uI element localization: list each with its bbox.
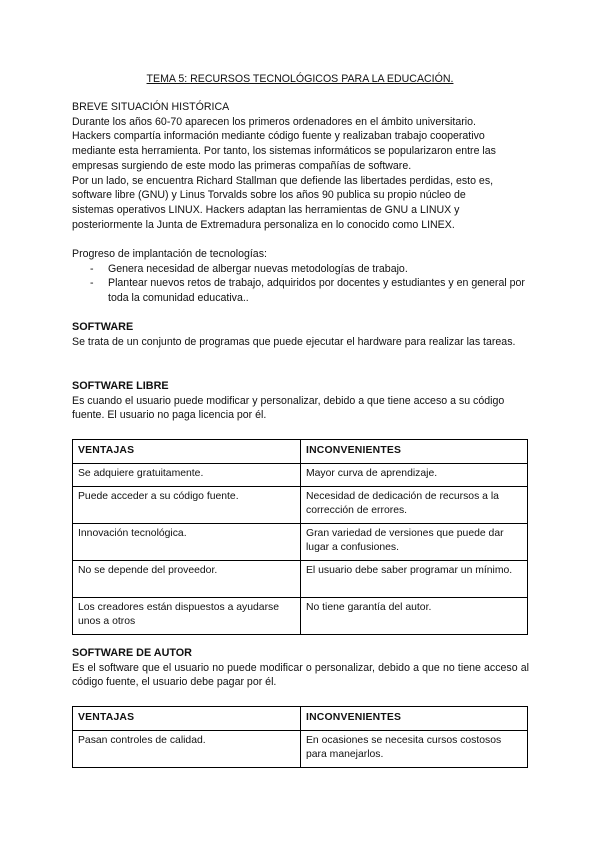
table-row: [73, 487, 528, 524]
list-item: - Genera necesidad de albergar nuevas metodologías de trabajo.: [72, 262, 529, 277]
table-cell: Gran variedad de versiones que puede dar lugar a confusiones.: [301, 524, 528, 561]
column-header-advantages: VENTAJAS: [73, 707, 301, 731]
table-cell: Pasan controles de calidad.: [73, 731, 301, 768]
text-line: Durante los años 60-70 aparecen los primeros ordenadores en el ámbito universitario.: [72, 115, 476, 128]
table-row: [73, 561, 528, 598]
progress-intro: Progreso de implantación de tecnologías:: [72, 248, 267, 260]
column-header-disadvantages: INCONVENIENTES: [301, 440, 528, 464]
document-title: TEMA 5: RECURSOS TECNOLÓGICOS PARA LA EDUCACIÓN.: [146, 73, 454, 85]
text-line: Hackers compartía información mediante código fuente y realizaban trabajo cooperativo: [72, 130, 485, 143]
table-header-row: [73, 707, 528, 731]
table-row: [73, 524, 528, 561]
column-header-disadvantages: INCONVENIENTES: [301, 707, 528, 731]
table-cell: Los creadores están dispuestos a ayudarse unos a otros: [73, 598, 301, 635]
free-software-table: [72, 439, 528, 635]
history-heading: BREVE SITUACIÓN HISTÓRICA: [72, 101, 230, 113]
text-line: Por un lado, se encuentra Richard Stallman que defiende las libertades perdidas, esto es,: [72, 174, 494, 187]
proprietary-software-text: Es el software que el usuario no puede modificar o personalizar, debido a que no tiene acceso al código fuente, el usuario debe pagar por él.: [72, 661, 529, 689]
free-software-text: Es cuando el usuario puede modificar y personalizar, debido a que tiene acceso a su código fuente. El usuario no paga licencia por él.: [72, 394, 505, 422]
text-line: mediante esta herramienta. Por tanto, los sistemas informáticos se popularizaron entre las: [72, 145, 496, 158]
table-cell: En ocasiones se necesita cursos costosos para manejarlos.: [301, 731, 528, 768]
software-heading: SOFTWARE: [72, 321, 134, 333]
table-cell: Innovación tecnológica.: [73, 524, 301, 561]
software-text: Se trata de un conjunto de programas que puede ejecutar el hardware para realizar las tareas.: [72, 335, 516, 348]
text-line: empresas surgiendo de este modo las primeras compañías de software.: [72, 159, 412, 172]
free-software-heading: SOFTWARE LIBRE: [72, 380, 169, 392]
table-cell: El usuario debe saber programar un mínimo.: [301, 561, 528, 598]
column-header-advantages: VENTAJAS: [73, 440, 301, 464]
table-cell: No se depende del proveedor.: [73, 561, 301, 598]
free-software-section: [72, 379, 529, 423]
text-line: posteriormente la Junta de Extremadura personaliza en lo conocido como LINEX.: [72, 218, 455, 231]
proprietary-software-table: [72, 706, 528, 768]
text-line: sistemas operativos LINUX. Hackers adaptan las herramientas de GNU a LINUX y: [72, 203, 460, 216]
progress-section: [72, 247, 529, 306]
progress-list: [72, 262, 529, 306]
table-row: [73, 731, 528, 768]
proprietary-software-heading: SOFTWARE DE AUTOR: [72, 647, 192, 659]
table-header-row: [73, 440, 528, 464]
table-cell: No tiene garantía del autor.: [301, 598, 528, 635]
history-paragraph-1: [72, 115, 529, 174]
history-section: [72, 100, 529, 232]
history-paragraph-2: [72, 174, 529, 233]
proprietary-software-section: [72, 646, 529, 690]
software-section: [72, 320, 529, 349]
text-line: software libre (GNU) y Linus Torvalds sobre los años 90 publica su propio núcleo de: [72, 189, 466, 202]
table-row: [73, 464, 528, 487]
table-cell: Puede acceder a su código fuente.: [73, 487, 301, 524]
table-cell: Necesidad de dedicación de recursos a la corrección de errores.: [301, 487, 528, 524]
table-cell: Mayor curva de aprendizaje.: [301, 464, 528, 487]
table-cell: Se adquiere gratuitamente.: [73, 464, 301, 487]
list-item: - Plantear nuevos retos de trabajo, adquiridos por docentes y estudiantes y en general por toda la comunidad educativa..: [72, 276, 529, 305]
table-row: [73, 598, 528, 635]
